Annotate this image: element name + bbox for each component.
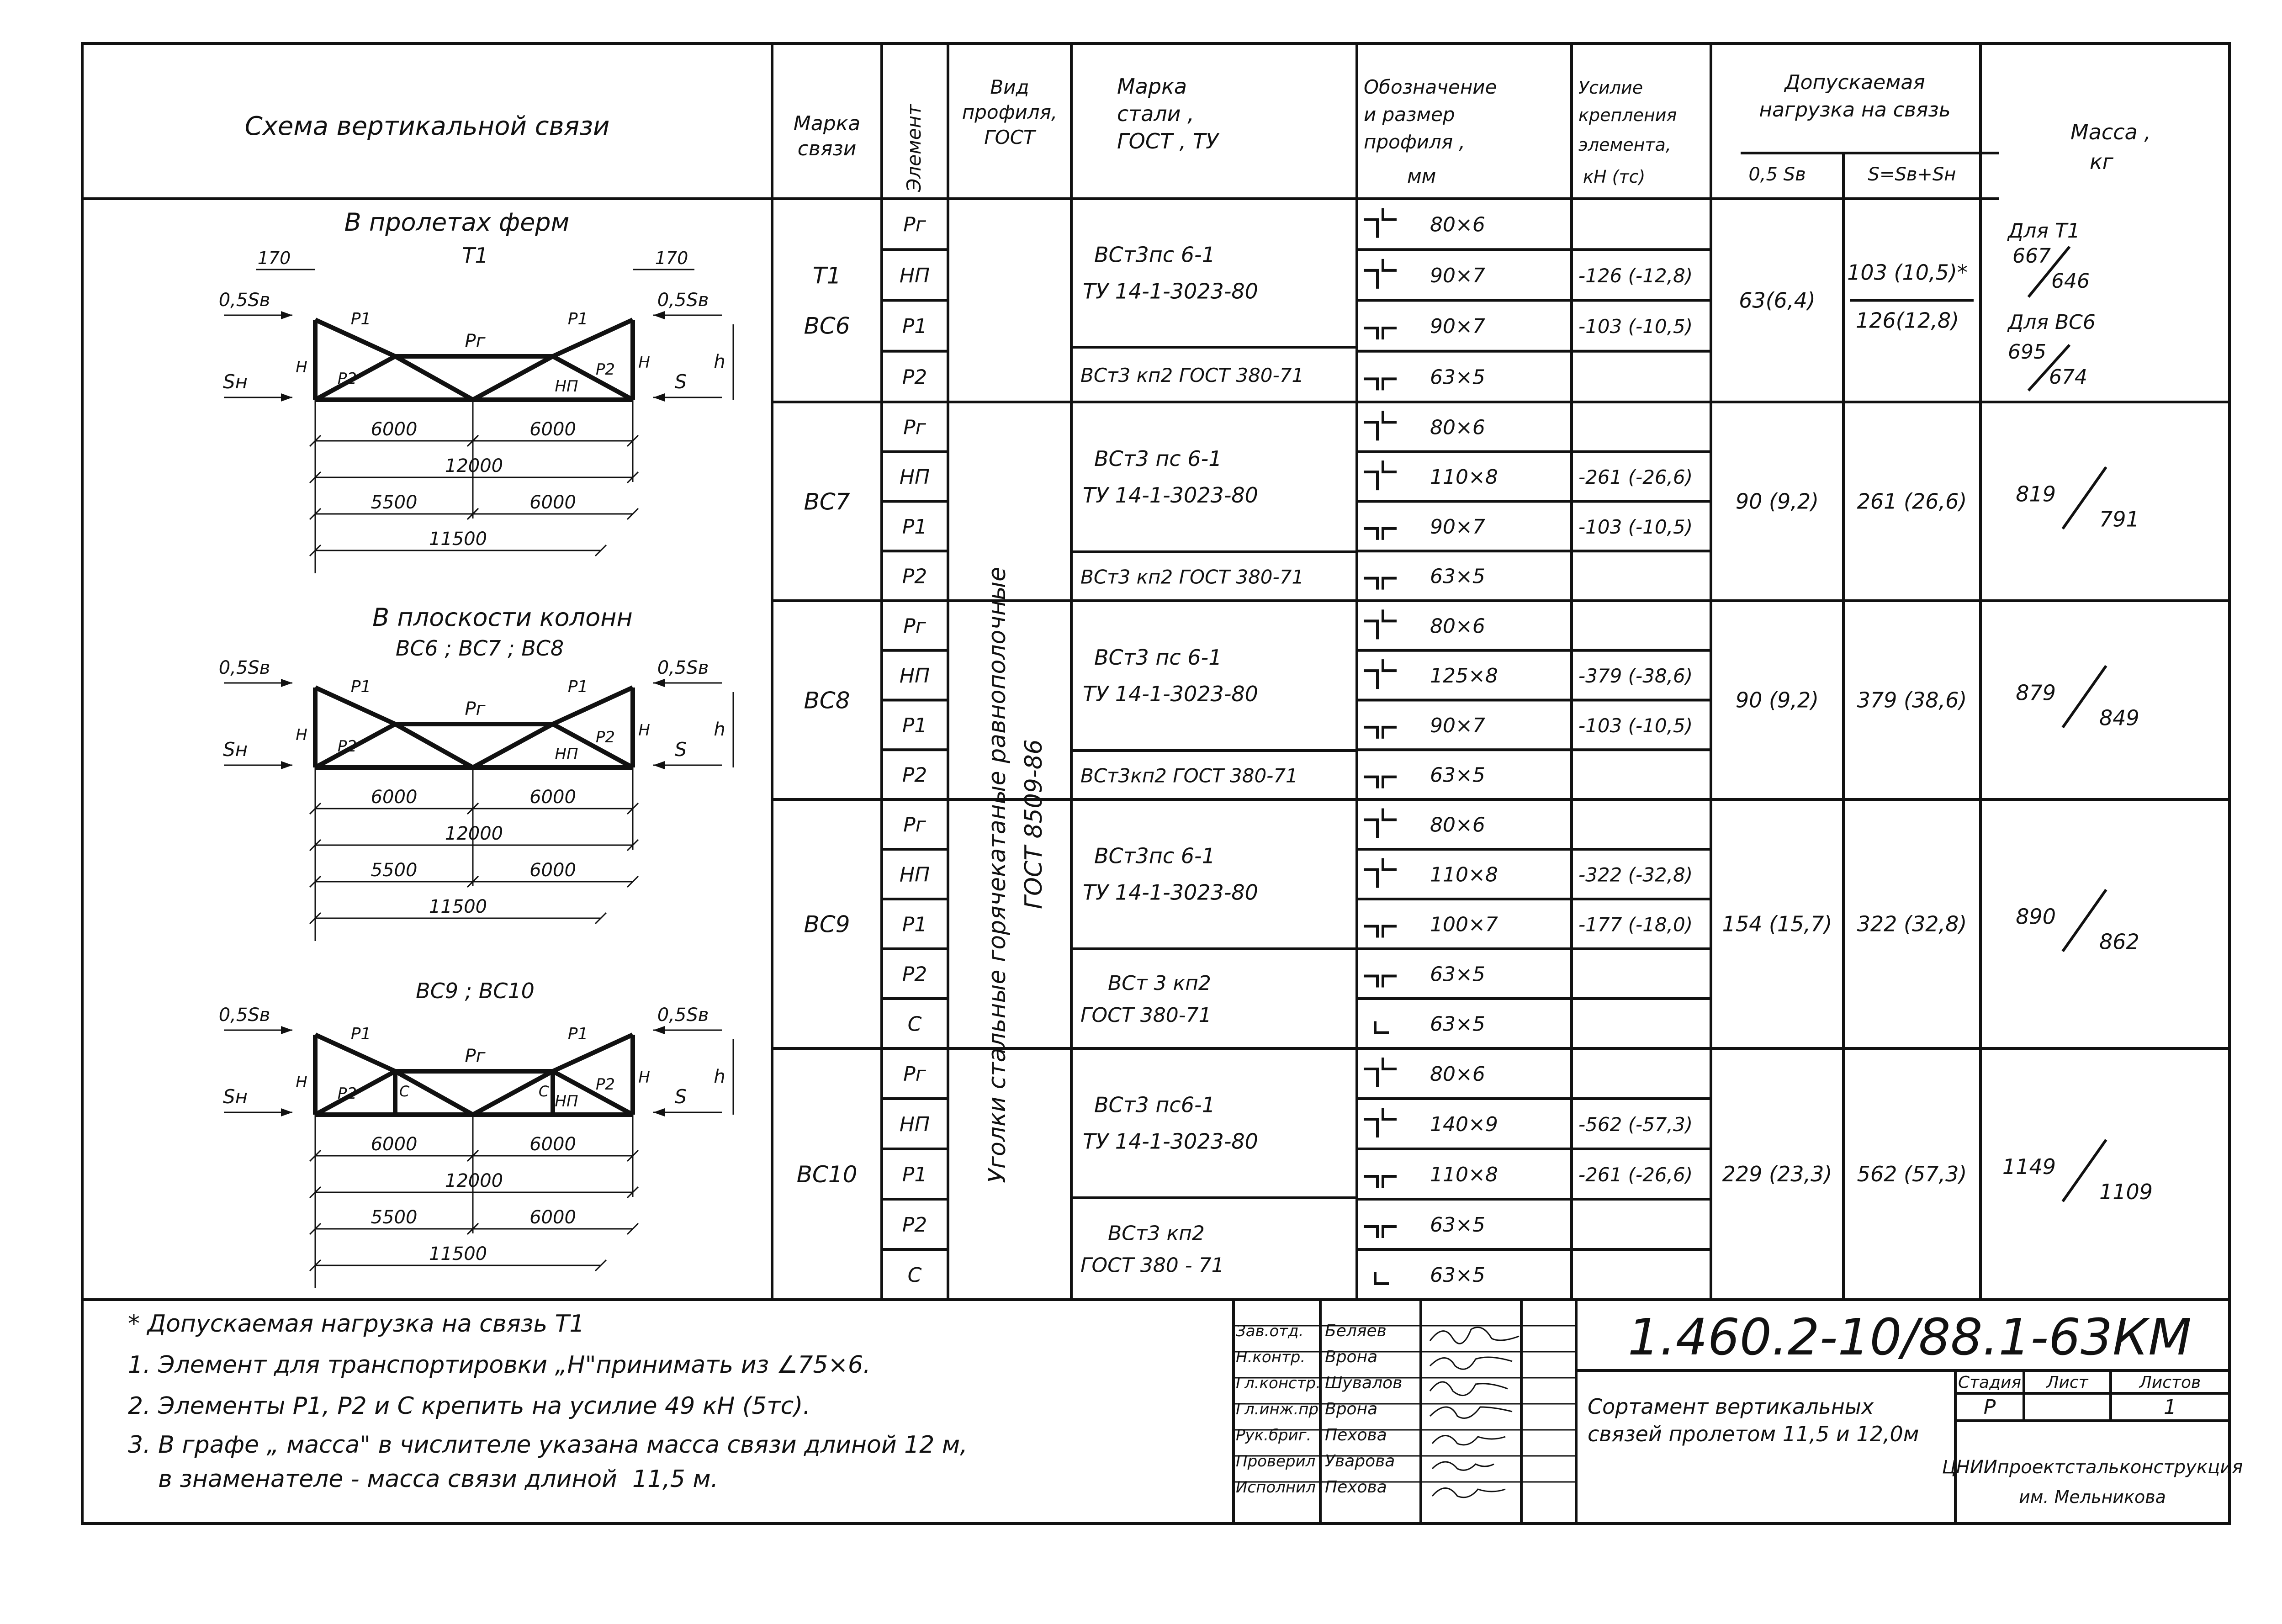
dimension-value: 5500 <box>371 860 418 881</box>
angle-profile-icon <box>1364 1108 1397 1137</box>
stamp-role-2: Гл.констр. <box>1236 1374 1321 1392</box>
header-designation-l2: и размер <box>1364 103 1455 126</box>
s-label: S <box>674 370 687 393</box>
header-load <box>1759 71 1950 122</box>
element-label: Р2 <box>902 365 927 389</box>
header-force-l1: Усилие <box>1578 78 1643 98</box>
steel-grade-b: ВСт3кп2 ГОСТ 380-71 <box>1080 764 1298 787</box>
label-H: Н <box>296 1073 307 1091</box>
mass-num: 695 <box>2008 340 2046 364</box>
element-label: Рг <box>903 416 926 439</box>
profile-size: 110×8 <box>1430 863 1498 887</box>
h-label: h <box>714 351 725 372</box>
element-label: НП <box>899 1113 930 1136</box>
load-full-12m: 103 (10,5)* <box>1847 260 1968 285</box>
label-p2: Р2 <box>595 1075 615 1094</box>
note-star: * Допускаемая нагрузка на связь Т1 <box>128 1310 585 1338</box>
mass-den: 1109 <box>2099 1180 2153 1204</box>
label-p1: Р1 <box>567 1025 588 1043</box>
angle-profile-icon <box>1364 976 1397 988</box>
dimension-value: 6000 <box>371 787 418 808</box>
header-load-l1: Допускаемая <box>1784 71 1925 94</box>
force-value: -261 (-26,6) <box>1578 466 1693 489</box>
label-np: НП <box>555 745 578 763</box>
profile-size: 110×8 <box>1430 466 1498 489</box>
header-designation-l4: мм <box>1407 165 1436 187</box>
header-designation <box>1364 76 1497 187</box>
stamp-name-2: Шувалов <box>1325 1374 1403 1392</box>
mass-den: 791 <box>2099 507 2139 532</box>
scheme1-sub: Т1 <box>462 243 488 268</box>
label-pg: Рг <box>465 698 486 719</box>
angle-profile-icon <box>1364 529 1397 540</box>
dimension-value: 6000 <box>529 787 576 808</box>
element-label: Рг <box>903 213 926 237</box>
element-label: НП <box>899 863 930 887</box>
angle-profile-icon <box>1364 659 1397 689</box>
label-H: Н <box>638 354 650 372</box>
header-steel-l3: ГОСТ , ТУ <box>1117 129 1219 153</box>
h-label: h <box>714 1066 725 1087</box>
profile-size: 63×5 <box>1430 1264 1485 1287</box>
h-label: h <box>714 719 725 740</box>
label-H: Н <box>638 1069 650 1087</box>
profile-size: 63×5 <box>1430 1213 1485 1237</box>
angle-profile-icon <box>1364 1058 1397 1087</box>
angle-profile-icon <box>1364 809 1397 838</box>
element-label: Рг <box>903 614 926 638</box>
note-2: 2. Элементы Р1, Р2 и С крепить на усилие 49 кН (5тс). <box>128 1392 810 1420</box>
header-force-l3: элемента, <box>1578 135 1671 155</box>
stamp-sheet-labels <box>1958 1373 2201 1419</box>
load-half-label: 0,5Sв <box>657 290 709 311</box>
mass-label: Для Т1 <box>2008 219 2080 243</box>
element-label: Р1 <box>902 913 927 936</box>
sn-label: Sн <box>222 738 248 761</box>
element-label: Р1 <box>902 714 927 737</box>
group-mark: ВС6 <box>804 312 850 339</box>
header-force-l4: кН (тс) <box>1583 167 1646 187</box>
element-label: НП <box>899 264 930 287</box>
force-value: -103 (-10,5) <box>1578 714 1693 737</box>
angle-profile-icon <box>1364 460 1397 490</box>
steel-grade-b: ВСт 3 кп2 <box>1108 972 1211 995</box>
dimension-value: 6000 <box>529 419 576 440</box>
steel-grade: ВСт3пс 6-1 <box>1094 242 1215 267</box>
angle-profile-icon <box>1364 578 1397 590</box>
dimension-value: 11500 <box>429 896 487 917</box>
mass-num: 890 <box>2016 904 2056 929</box>
load-half: 154 (15,7) <box>1722 911 1832 936</box>
mass-den: 862 <box>2099 929 2139 954</box>
profile-size: 80×6 <box>1430 1063 1485 1086</box>
steel-grade: ТУ 14-1-3023-80 <box>1083 279 1258 304</box>
stamp-role-1: Н.контр. <box>1236 1348 1306 1366</box>
angle-profile-icon <box>1364 1176 1397 1188</box>
label-pg: Рг <box>465 331 486 352</box>
dimension-value: 6000 <box>529 860 576 881</box>
stamp-org-l2: им. Мельникова <box>2019 1487 2166 1507</box>
header-scheme: Схема вертикальной связи <box>244 111 610 141</box>
header-steel-l1: Марка <box>1117 74 1187 99</box>
dimension-value: 11500 <box>429 1243 487 1264</box>
dimension-value: 5500 <box>371 492 418 513</box>
header-load-sub1: 0,5 Sв <box>1748 164 1806 185</box>
stamp-name-1: Врона <box>1325 1348 1378 1366</box>
stamp-name-4: Пехова <box>1325 1426 1387 1444</box>
label-c: С <box>538 1083 549 1100</box>
angle-profile-icon <box>1375 1272 1389 1284</box>
stamp-role-5: Проверил <box>1236 1452 1316 1471</box>
mass-num: 879 <box>2016 680 2056 705</box>
scheme2-sub: ВС6 ; ВС7 ; ВС8 <box>395 636 564 661</box>
stamp-stage: Р <box>1983 1396 1996 1419</box>
dimension-value: 6000 <box>371 1134 418 1155</box>
dimension-value: 6000 <box>371 419 418 440</box>
stamp-name-5: Уварова <box>1325 1452 1395 1471</box>
steel-grade: ВСт3пс 6-1 <box>1094 843 1215 868</box>
stamp-role-0: Зав.отд. <box>1236 1322 1304 1340</box>
profile-size: 63×5 <box>1430 365 1485 389</box>
header-load-l2: нагрузка на связь <box>1759 98 1951 122</box>
load-full: 322 (32,8) <box>1857 911 1967 936</box>
element-label: НП <box>899 664 930 688</box>
mass-num: 819 <box>2016 481 2056 507</box>
profile-size: 63×5 <box>1430 963 1485 986</box>
notes <box>128 1310 968 1493</box>
profile-size: 140×9 <box>1430 1113 1498 1136</box>
angle-profile-icon <box>1364 926 1397 938</box>
dim-170: 170 <box>655 248 688 268</box>
stamp-roles <box>1236 1322 1324 1497</box>
scheme3-title: ВС9 ; ВС10 <box>416 979 535 1003</box>
scheme2-title: В плоскости колонн <box>372 603 633 632</box>
steel-grade: ВСт3 пс 6-1 <box>1094 645 1222 670</box>
header-force <box>1578 78 1677 187</box>
truss-scheme-vs910 <box>219 1005 733 1288</box>
header-mark-line2: связи <box>797 137 857 160</box>
stamp-role-6: Исполнил <box>1236 1478 1316 1497</box>
header-steel-l2: стали , <box>1117 101 1194 126</box>
header-profile-type-l3: ГОСТ <box>984 126 1035 148</box>
stamp-name-0: Беляев <box>1325 1322 1387 1340</box>
header-load-sub2: S=Sв+Sн <box>1868 164 1956 185</box>
profile-size: 125×8 <box>1430 664 1498 688</box>
stamp-name-3: Врона <box>1325 1400 1378 1418</box>
profile-size: 80×6 <box>1430 813 1485 837</box>
label-p1: Р1 <box>350 677 371 696</box>
dimension-value: 6000 <box>529 492 576 513</box>
load-half-label: 0,5Sв <box>218 290 270 311</box>
steel-grade-b: ВСт3 кп2 <box>1108 1222 1205 1245</box>
profile-size: 80×6 <box>1430 213 1485 237</box>
mass-num: 667 <box>2012 244 2051 268</box>
angle-profile-icon <box>1364 208 1397 238</box>
angle-profile-icon <box>1364 727 1397 739</box>
mass-den: 849 <box>2099 705 2139 730</box>
element-label: С <box>907 1264 922 1287</box>
load-full-11m: 126(12,8) <box>1855 308 1959 333</box>
header-profile-type-l1: Вид <box>990 76 1029 98</box>
element-label: Р2 <box>902 963 927 986</box>
profile-vertical-l1: Уголки стальные горячекатаные равнополочные <box>984 566 1011 1183</box>
profile-size: 100×7 <box>1430 913 1498 936</box>
angle-profile-icon <box>1364 259 1397 289</box>
load-half: 229 (23,3) <box>1722 1162 1832 1186</box>
dimension-value: 6000 <box>529 1207 576 1228</box>
force-value: -379 (-38,6) <box>1578 665 1693 688</box>
steel-grade-b: ВСт3 кп2 ГОСТ 380-71 <box>1080 364 1304 386</box>
label-p1: Р1 <box>567 310 588 328</box>
s-label: S <box>674 1085 687 1108</box>
profile-vertical-l2: ГОСТ 8509-86 <box>1020 739 1048 909</box>
dimension-value: 5500 <box>371 1207 418 1228</box>
steel-grade-b: ГОСТ 380-71 <box>1080 1004 1212 1027</box>
load-half-label: 0,5Sв <box>657 657 709 678</box>
angle-profile-icon <box>1364 328 1397 339</box>
header-profile-type <box>962 76 1057 148</box>
element-label: Р2 <box>902 565 927 588</box>
header-mark-line1: Марка <box>793 112 861 135</box>
label-H: Н <box>638 721 650 740</box>
stamp-org-l1: ЦНИИпроектстальконструкция <box>1942 1457 2243 1478</box>
header-designation-l3: профиля , <box>1364 131 1465 153</box>
angle-profile-icon <box>1375 1021 1389 1033</box>
stamp-desc-l1: Сортамент вертикальных <box>1588 1394 1874 1419</box>
profile-size: 80×6 <box>1430 416 1485 439</box>
force-value: -126 (-12,8) <box>1578 264 1693 287</box>
profile-vertical <box>984 567 1048 1183</box>
scheme-titles <box>344 208 633 1003</box>
label-c: С <box>399 1083 410 1100</box>
sn-label: Sн <box>222 1085 248 1108</box>
label-p1: Р1 <box>350 310 371 328</box>
header-mass-l1: Масса , <box>2070 120 2151 144</box>
angle-profile-icon <box>1364 379 1397 390</box>
steel-grade: ВСт3 пс 6-1 <box>1094 446 1222 471</box>
steel-grade: ТУ 14-1-3023-80 <box>1083 483 1258 508</box>
force-value: -103 (-10,5) <box>1578 315 1693 338</box>
label-p1: Р1 <box>567 677 588 696</box>
header-steel <box>1117 74 1220 153</box>
steel-grade: ВСт3 пс6-1 <box>1094 1092 1215 1117</box>
dimension-value: 6000 <box>529 1134 576 1155</box>
dim-170: 170 <box>257 248 291 268</box>
truss-scheme-vs678 <box>219 657 733 941</box>
profile-size: 63×5 <box>1430 763 1485 787</box>
note-3b: в знаменателе - масса связи длиной 11,5 м. <box>128 1465 719 1493</box>
label-np: НП <box>555 377 578 396</box>
profile-size: 90×7 <box>1430 515 1485 539</box>
element-label: Р2 <box>902 763 927 787</box>
load-half: 63(6,4) <box>1739 288 1816 313</box>
steel-grade: ТУ 14-1-3023-80 <box>1083 880 1258 905</box>
stamp-sheets-label: Листов <box>2139 1373 2201 1392</box>
group-mark: Т1 <box>812 262 842 289</box>
header-designation-l1: Обозначение <box>1364 76 1497 98</box>
angle-profile-icon <box>1364 858 1397 888</box>
scheme1-title: В пролетах ферм <box>344 208 570 237</box>
force-value: -261 (-26,6) <box>1578 1164 1693 1186</box>
dimension-value: 12000 <box>445 823 503 844</box>
profile-size: 90×7 <box>1430 714 1485 737</box>
load-full: 379 (38,6) <box>1857 688 1967 713</box>
mass-den: 674 <box>2049 365 2087 389</box>
group-mark: ВС9 <box>804 911 850 938</box>
mass-num: 1149 <box>2002 1154 2056 1179</box>
mass-label: Для ВС6 <box>2008 311 2096 334</box>
profile-size: 90×7 <box>1430 264 1485 287</box>
load-half: 90 (9,2) <box>1735 688 1819 713</box>
steel-grade-b: ВСт3 кп2 ГОСТ 380-71 <box>1080 566 1304 588</box>
header-profile-type-l2: профиля, <box>962 101 1058 123</box>
group-mark: ВС10 <box>796 1161 858 1188</box>
group-mark: ВС7 <box>804 488 850 515</box>
stamp-names <box>1325 1322 1402 1497</box>
label-p1: Р1 <box>350 1025 371 1043</box>
profile-size: 90×7 <box>1430 315 1485 339</box>
stamp-sheet-label: Лист <box>2046 1373 2088 1392</box>
stamp-org <box>1942 1457 2243 1507</box>
load-full: 562 (57,3) <box>1857 1162 1967 1186</box>
stamp-role-4: Рук.бриг. <box>1236 1426 1312 1444</box>
note-1: 1. Элемент для транспортировки „Н"принимать из ∠75×6. <box>128 1351 871 1379</box>
force-value: -562 (-57,3) <box>1578 1113 1693 1136</box>
label-H: Н <box>296 726 307 744</box>
label-np: НП <box>555 1092 578 1111</box>
load-full: 261 (26,6) <box>1857 489 1967 514</box>
header-mark <box>794 112 860 160</box>
note-3: 3. В графе „ масса" в числителе указана масса связи длиной 12 м, <box>128 1431 968 1459</box>
sn-label: Sн <box>222 370 248 393</box>
label-p2: Р2 <box>337 737 357 756</box>
header-force-l2: крепления <box>1578 105 1677 125</box>
element-label: С <box>907 1012 922 1036</box>
stamp-name-6: Пехова <box>1325 1478 1387 1497</box>
steel-grade: ТУ 14-1-3023-80 <box>1083 682 1258 706</box>
angle-profile-icon <box>1364 777 1397 788</box>
header-element: Элемент <box>903 104 925 192</box>
stamp-sheets: 1 <box>2164 1396 2176 1419</box>
load-half-label: 0,5Sв <box>218 1005 270 1026</box>
steel-grade: ТУ 14-1-3023-80 <box>1083 1129 1258 1154</box>
stamp-role-3: Гл.инж.пр. <box>1236 1400 1324 1418</box>
label-H: Н <box>296 358 307 376</box>
load-half: 90 (9,2) <box>1735 489 1819 514</box>
truss-scheme-t1 <box>219 248 733 573</box>
stamp-signatures <box>1430 1328 1519 1497</box>
label-pg: Рг <box>465 1046 486 1067</box>
dimension-value: 11500 <box>429 529 487 550</box>
label-p2: Р2 <box>337 1084 357 1103</box>
stamp-desc-l2: связей пролетом 11,5 и 12,0м <box>1588 1422 1919 1446</box>
element-label: Р1 <box>902 315 927 339</box>
profile-size: 63×5 <box>1430 565 1485 588</box>
label-p2: Р2 <box>595 728 615 746</box>
dimension-value: 12000 <box>445 1170 503 1191</box>
profile-size: 80×6 <box>1430 614 1485 638</box>
label-p2: Р2 <box>595 360 615 379</box>
angle-profile-icon <box>1364 1227 1397 1238</box>
angle-profile-icon <box>1364 411 1397 440</box>
mass-den: 646 <box>2051 270 2090 293</box>
header-mass-l2: кг <box>2090 149 2113 174</box>
element-label: Рг <box>903 813 926 837</box>
group-mark: ВС8 <box>804 687 850 714</box>
element-label: Рг <box>903 1063 926 1086</box>
scheme-drawings <box>219 248 733 1288</box>
stamp-code: 1.460.2-10/88.1-63КМ <box>1627 1308 2192 1366</box>
header-mass <box>2070 120 2151 174</box>
steel-grade-b: ГОСТ 380 - 71 <box>1080 1254 1224 1277</box>
s-label: S <box>674 738 687 761</box>
label-p2: Р2 <box>337 370 357 388</box>
load-half-label: 0,5Sв <box>218 657 270 678</box>
element-label: НП <box>899 466 930 489</box>
load-half-label: 0,5Sв <box>657 1005 709 1026</box>
force-value: -103 (-10,5) <box>1578 515 1693 538</box>
angle-profile-icon <box>1364 609 1397 639</box>
force-value: -177 (-18,0) <box>1578 913 1693 936</box>
element-label: Р1 <box>902 515 927 539</box>
element-label: Р1 <box>902 1163 927 1186</box>
element-label: Р2 <box>902 1213 927 1237</box>
stamp-desc <box>1588 1394 1919 1446</box>
dimension-value: 12000 <box>445 455 503 476</box>
force-value: -322 (-32,8) <box>1578 863 1693 886</box>
profile-size: 63×5 <box>1430 1012 1485 1036</box>
stamp-stage-label: Стадия <box>1958 1373 2022 1392</box>
profile-size: 110×8 <box>1430 1163 1498 1186</box>
